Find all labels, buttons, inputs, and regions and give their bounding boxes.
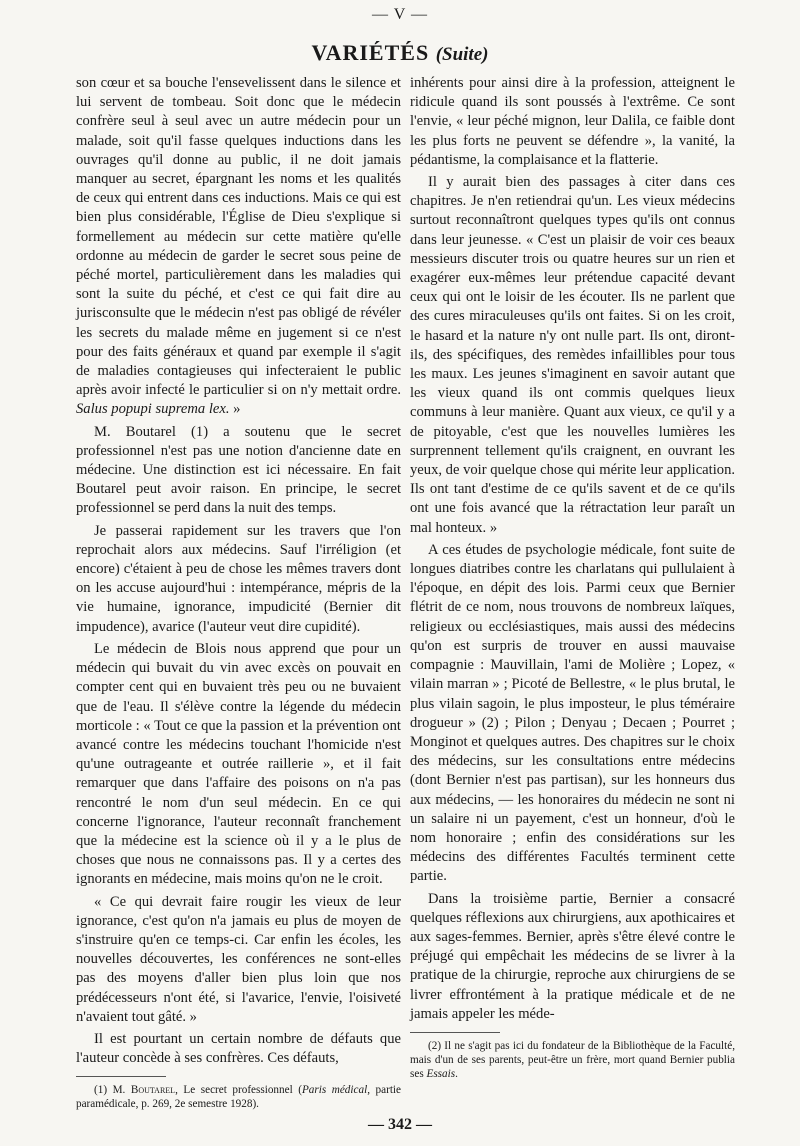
footnote-2 (410, 1039, 735, 1081)
left-column (76, 74, 401, 1114)
paragraph: Je passerai rapidement sur les travers que l'on reprochait alors aux médecins. Sauf l'irréligion (et encore) c'étaient à peu de chose les mêmes travers dont on les accuse aujourd'hui : intempérance, mépris de la vie humaine, ignorance, impudicité (Bernier dit impudence), avarice (l'auteur veut dire cupidité). (76, 522, 401, 635)
footnote-journal: Paris médical (301, 1084, 368, 1097)
footnote-divider (76, 1076, 166, 1077)
footnote-text: (2) Il ne s'agit pas ici du fondateur de la Bibliothèque de la Faculté, mais d'un de ses parents, peut-être un frère, mort quand Bernier publia ses (410, 1039, 735, 1080)
paragraph-text: (1) a soutenu que le secret professionnel n'est pas une notion d'ancienne date en médecine. Une distinction est ici nécessaire. En fait Boutarel peut avoir raison. En principe, le secret professionnel se perd dans la nuit des temps. (76, 423, 401, 517)
footnote-author: Boutarel (130, 1084, 176, 1097)
paragraph (76, 423, 401, 519)
section-title (0, 40, 800, 66)
paragraph: A ces études de psychologie médicale, font suite de longues diatribes contre les charlatans qui pullulaient à l'époque, en dépit des lois. Parmi ceux que Bernier flétrit de ce nom, nous trouvons de nombreux laïques, religieux ou ecclésiastiques, mais aussi des médecins qu'on est surpris de trouver en aussi mauvaise compagnie : Mauvillain, l'ami de Molière ; Lopez, « vilain marran » ; Picoté de Bellestre, « le plus brutal, le plus vilain sagoin, le plus imposteur, le plus téméraire drogueur » (2) ; Pilon ; Denyau ; Decaen ; Pourret ; Monginot et quelques autres. Des chapitres sur le choix des médecins, sur les consultations entre médecins (dont Bernier n'est pas partisan), sur les honneurs dus aux médecins, — les honoraires du médecin ne sont ni un salaire ni un payement, c'est un honneur, d'où le nom honoraire ; enfin des considérations sur les médecins des différentes Facultés terminent cette partie. (410, 541, 735, 885)
footnote-book-title: Essais (426, 1067, 456, 1080)
footnote-text: , Le secret professionnel ( (175, 1084, 302, 1097)
paragraph: « Ce qui devrait faire rougir les vieux de leur ignorance, c'est qu'on n'a jamais eu plus de moyen de s'instruire qu'en ce temps-ci. Car enfin les écoles, les nouvelles découvertes, les conférences ne sont-elles pas des moyens d'aller bien plus loin que nos prédécesseurs n'ont été, si l'avarice, l'envie, l'oisiveté n'avaient tout gâté. » (76, 893, 401, 1025)
footnote-1 (76, 1083, 401, 1111)
footnote-text: , partie paramédicale, p. 269, 2e semestre 1928). (76, 1084, 402, 1111)
folio-marker: — V — (372, 6, 428, 23)
section-title-suite: (Suite) (435, 44, 489, 65)
footnote-number: (1) M. (94, 1084, 131, 1097)
paragraph: Il est pourtant un certain nombre de défauts que l'auteur concède à ses confrères. Ces défauts, (76, 1030, 401, 1067)
paragraph (76, 74, 401, 420)
footnote-divider (410, 1032, 500, 1033)
section-title-text: VARIÉTÉS (311, 40, 430, 65)
page-number: — 342 — (368, 1116, 432, 1133)
latin-maxim: Salus popupi suprema lex. (76, 401, 230, 418)
footnote-text: . (455, 1067, 458, 1080)
closing-quote: » (229, 401, 241, 418)
right-column (410, 74, 735, 1084)
paragraph: Le médecin de Blois nous apprend que pour un médecin qui buvait du vin avec excès on pouvait en compter cent qui en buvaient très peu ou ne buvaient que de l'eau. Il s'élève contre la légende du médecin morticole : « Tout ce que la passion et la prévention ont avancé contre les médecins touchant l'homicide n'est qu'une outrageante et outrée raillerie », et il fait remarquer que dans l'affaire des poisons on n'a pas rencontré le nom d'un seul médecin. En ce qui concerne l'ignorance, l'auteur reconnaît franchement que la médecine est la science où il y a le plus de choses que nous ne connaissons pas. Il y a certes des ignorants en médecine, mais moins qu'on ne le croit. (76, 640, 401, 888)
author-name: M. Boutarel (94, 423, 176, 440)
paragraph: Dans la troisième partie, Bernier a consacré quelques réflexions aux chirurgiens, aux apothicaires et aux sages-femmes. Bernier, après s'être élevé contre le préjugé qui empêchait les médecins de se livrer à la pratique de la chirurgie, reproche aux chirurgiens de se livrer effrontément à la pratique médicale et de ne jamais appeler les méde- (410, 890, 735, 1022)
paragraph: inhérents pour ainsi dire à la profession, atteignent le ridicule quand ils sont poussés à l'extrême. Ce sont l'envie, « leur péché mignon, leur Dalila, ce faible dont les plus forts ne peuvent se défendre », la vanité, la pédantisme, la complaisance et la flatterie. (410, 75, 735, 168)
paragraph-text: son cœur et sa bouche l'ensevelissent dans le silence et lui servent de tombeau. Soit donc que le médecin confrère seul à seul avec un autre médecin pour un malade, soit qu'il fasse quelques inductions dans les ouvrages qu'il donne au public, il ne doit jamais manquer au secret, épargnant les noms et les qualités de ceux qui entrent dans ces inductions. Mais ce qui est bien plus considérable, l'Église de Dieu s'explique si formellement au médecin sur cette matière qu'elle ordonne au médecin de garder le secret sous peine de péché mortel, particulièrement dans les maladies qui sont la suite du péché, et c'est ce qui fait dire au jurisconsulte que le médecin n'est pas obligé de révéler les secrets du malade même en jugement si ce n'est pour des faits généraux et quand par exemple il s'agit de maladies contagieuses qui infecteraient le public après avoir infecté le particulier si on n'y mettait ordre. (76, 75, 401, 399)
paragraph: Il y aurait bien des passages à citer dans ces chapitres. Je n'en retiendrai qu'un. Les vieux médecins surtout reconnaîtront quelques types qu'ils ont connus dans leur jeunesse. « C'est un plaisir de voir ces beaux messieurs discuter trois ou quatre heures sur un rien et exagérer eux-mêmes leur prétendue capacité devant ceux qui ont le loisir de les écouter. Ils ne parlent que des cures miraculeuses qu'ils ont faites. Si on les croit, le hasard et la nature n'y ont nulle part. Ils ont, diront-ils, des spécifiques, des remèdes infaillibles pour tous les maux. Les jeunes s'imaginent en savoir autant que les vieux quand ils ont commis quelques lieux communs à leur manière. Quant aux vieux, ce qu'il y a de pitoyable, c'est que les nouvelles lumières les surprennent tellement qu'ils craignent, en ouvrant les yeux, de voir quelque chose qui mérite leur application. Ils ont tant d'estime de ce qu'ils savent et de ce qu'ils ont une fois avancé que la rétractation leur paraît un mal honteux. » (410, 174, 736, 536)
